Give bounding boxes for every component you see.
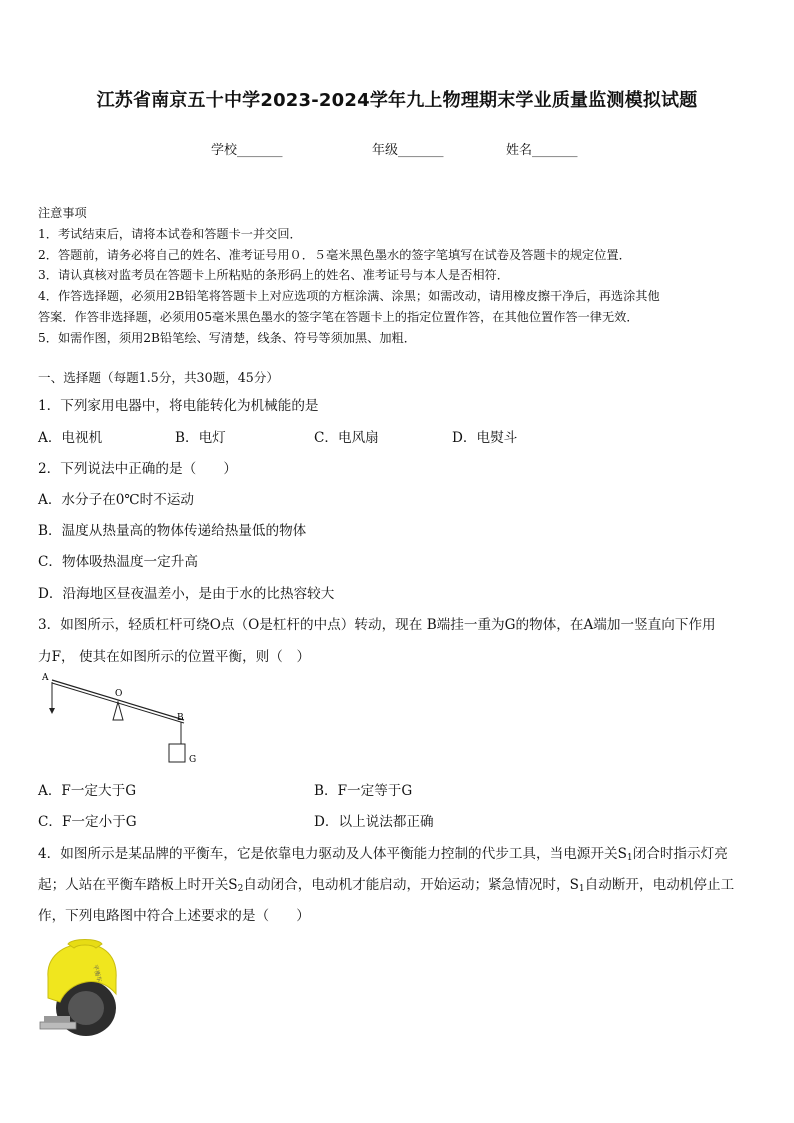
q4-text: 4．如图所示是某品牌的平衡车，它是依靠电力驱动及人体平衡能力控制的代步工具，当电源开关S xyxy=(38,846,627,862)
weight-box xyxy=(169,744,185,762)
q1-option-c[interactable]: C．电风扇 xyxy=(314,430,379,446)
grade-field[interactable]: 年级_______ xyxy=(372,143,444,158)
scooter-pedal xyxy=(40,1022,76,1029)
subscript: 1 xyxy=(578,884,585,894)
label-b: B xyxy=(177,713,184,723)
question-4-line-1 xyxy=(38,842,728,863)
q4-text: 闭合时指示灯亮 xyxy=(632,846,728,862)
scooter-wheel-rim xyxy=(68,991,104,1025)
label-a: A xyxy=(42,673,49,683)
note-item: 4．作答选择题，必须用2B铅笔将答题卡上对应选项的方框涂满、涂黑；如需改动，请用橡皮擦干净后，再选涂其他 xyxy=(38,289,660,304)
q1-option-b[interactable]: B．电灯 xyxy=(175,430,226,446)
notes-section xyxy=(38,203,758,349)
q2-option-c[interactable]: C．物体吸热温度一定升高 xyxy=(38,554,198,570)
q4-text: 自动断开，电动机停止工 xyxy=(584,877,735,893)
lever-bar xyxy=(52,680,184,720)
q1-option-a[interactable]: A．电视机 xyxy=(38,430,103,446)
label-g: G xyxy=(189,755,197,765)
exam-title: 江苏省南京五十中学2023-2024学年九上物理期末学业质量监测模拟试题 xyxy=(96,90,698,111)
q2-option-a[interactable]: A．水分子在0℃时不运动 xyxy=(38,492,195,508)
q4-text: 起；人站在平衡车踏板上时开关S xyxy=(38,877,238,893)
q3-option-b[interactable]: B．F一定等于G xyxy=(314,783,413,799)
lever-figure xyxy=(38,670,208,770)
q1-option-d[interactable]: D．电熨斗 xyxy=(452,430,518,446)
q2-option-d[interactable]: D．沿海地区昼夜温差小，是由于水的比热容较大 xyxy=(38,586,335,602)
subscript: 2 xyxy=(237,884,244,894)
note-item: 5．如需作图，须用2B铅笔绘、写清楚，线条、符号等须加黑、加粗． xyxy=(38,330,416,345)
q4-text: 自动闭合，电动机才能启动，开始运动；紧急情况时，S xyxy=(243,877,579,893)
section-heading: 一、选择题（每题1.5分，共30题，45分） xyxy=(38,370,279,385)
q3-option-d[interactable]: D．以上说法都正确 xyxy=(314,814,434,830)
q3-option-c[interactable]: C．F一定小于G xyxy=(38,814,137,830)
balance-scooter-image xyxy=(34,938,124,1038)
scooter-pedal-shadow xyxy=(44,1016,70,1022)
question-1-stem: 1．下列家用电器中，将电能转化为机械能的是 xyxy=(38,398,319,414)
note-item: 3．请认真核对监考员在答题卡上所粘贴的条形码上的姓名、准考证号与本人是否相符． xyxy=(38,268,509,283)
subscript: 1 xyxy=(626,853,633,863)
scooter-brand-text: 平衡车 xyxy=(91,963,103,984)
school-field[interactable]: 学校_______ xyxy=(211,143,283,158)
force-arrow-head xyxy=(49,708,55,714)
q2-option-b[interactable]: B．温度从热量高的物体传递给热量低的物体 xyxy=(38,523,307,539)
q3-option-a[interactable]: A．F一定大于G xyxy=(38,783,137,799)
fulcrum xyxy=(113,702,123,720)
question-4-line-3: 作，下列电路图中符合上述要求的是（ ） xyxy=(38,908,310,924)
name-field[interactable]: 姓名_______ xyxy=(506,143,578,158)
notes-heading: 注意事项 xyxy=(38,206,87,220)
note-item: 2．答题前，请务必将自己的姓名、准考证号用０．５毫米黑色墨水的签字笔填写在试卷及答题卡的规定位置． xyxy=(38,247,631,262)
question-3-line-1: 3．如图所示，轻质杠杆可绕O点（O是杠杆的中点）转动，现在 B端挂一重为G的物体，在A端加一竖直向下作用 xyxy=(38,617,716,633)
question-2-stem: 2．下列说法中正确的是（ ） xyxy=(38,461,237,477)
note-item: 答案．作答非选择题，必须用05毫米黑色墨水的签字笔在答题卡上的指定位置作答，在其他位置作答一律无效． xyxy=(38,309,639,324)
question-4-line-2 xyxy=(38,873,734,894)
note-item: 1．考试结束后，请将本试卷和答题卡一并交回． xyxy=(38,226,302,241)
question-3-line-2: 力F， 使其在如图所示的位置平衡，则（ ） xyxy=(38,649,311,665)
label-o: O xyxy=(115,689,123,699)
